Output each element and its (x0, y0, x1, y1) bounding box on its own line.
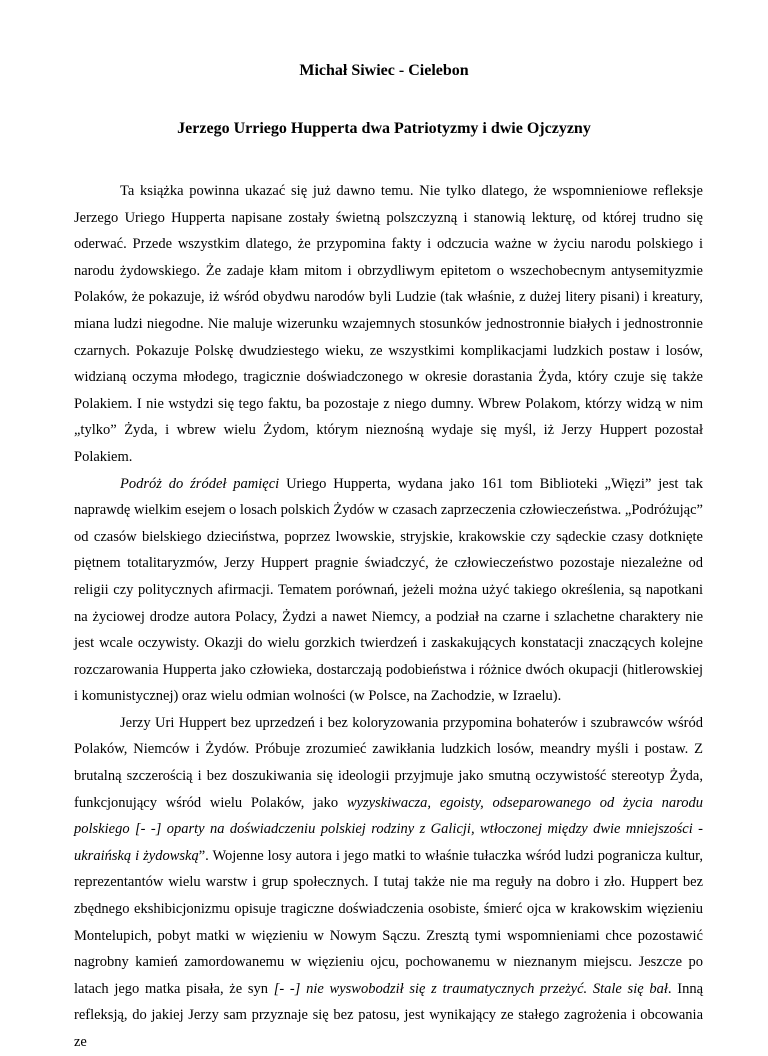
book-title-italic: Podróż do źródeł pamięci (120, 475, 280, 492)
paragraph-3-text-a: Jerzy Uri Huppert bez uprzedzeń i bez koloryzowania przypomina bohaterów i szubrawców wśród Polaków, Niemców i Żydów. Próbuje zrozumieć zawikłania ludzkich losów, meandry myśli i postaw. Z brutalną szczerością i bez doszukiwania się ideologii przyjmuje jako smutną oczywistość stereotyp Żyda, funkcjonujący wśród wielu Polaków, jako (74, 714, 703, 811)
paragraph-3-text-b: ”. Wojenne losy autora i jego matki to właśnie tułaczka wśród ludzi pogranicza kultur, reprezentantów wielu warstw i grup społecznych. I tutaj także nie ma reguły na dobro i zło. Huppert bez zbędnego ekshibicjonizmu opisuje tragiczne doświadczenia osobiste, śmierć ojca w krakowskim więzieniu Montelupich, pobyt matki w więzieniu w Nowym Sączu. Zresztą tymi wspomnieniami chce pozostawić nagrobny kamień zamordowanemu w więzieniu ojcu, pochowanemu w nieznanym miejscu. Jeszcze po latach jego matka pisała, że syn (74, 847, 704, 997)
document-body (74, 178, 703, 1056)
paragraph-2-text: Uriego Hupperta, wydana jako 161 tom Biblioteki „Więzi” jest tak naprawdę wielkim esejem o losach polskich Żydów w czasach zaprzeczenia człowieczeństwa. „Podróżując” od czasów bielskiego dzieciństwa, poprzez lwowskie, stryjskie, krakowskie czy sądeckie czasy dotknięte piętnem totalitaryzmów, Jerzy Huppert pragnie świadczyć, że człowieczeństwo pozostaje niezależne od religii czy politycznych afirmacji. Tematem porównań, jeżeli można użyć takiego określenia, są napotkani na życiowej drodze autora Polacy, Żydzi a nawet Niemcy, a podział na czarne i szlachetne charaktery nie jest wcale oczywisty. Okazji do wielu gorzkich twierdzeń i zaskakujących konstatacji znaczących kolejne rozczarowania Hupperta jako człowieka, dostarczają podobieństwa i różnice dwóch okupacji (hitlerowskiej i komunistycznej) oraz wielu odmian wolności (w Polsce, na Zachodzie, w Izraelu). (74, 475, 703, 705)
author-heading: Michał Siwiec - Cielebon (299, 62, 469, 79)
paragraph-3 (74, 710, 703, 1056)
paragraph-1-text: Ta książka powinna ukazać się już dawno temu. Nie tylko dlatego, że wspomnieniowe refleksje Jerzego Uriego Hupperta napisane zostały świetną polszczyzną i stanowią lekturę, od której trudno się oderwać. Przede wszystkim dlatego, że przypomina fakty i odczucia ważne w życiu narodu polskiego i narodu żydowskiego. Że zadaje kłam mitom i obrzydliwym epitetom o wszechobecnym antysemityzmie Polaków, że pokazuje, iż wśród obydwu narodów byli Ludzie (tak właśnie, z dużej litery pisani) i kreatury, miana ludzi niegodne. Nie maluje wizerunku wzajemnych stosunków jednostronnie białych i jednostronnie czarnych. Pokazuje Polskę dwudziestego wieku, ze wszystkimi komplikacjami ludzkich postaw i losów, widzianą oczyma młodego, tragicznie doświadczonego w okresie dorastania Żyda, który czuje się także Polakiem. I nie wstydzi się tego faktu, ba pozostaje z niego dumny. Wbrew Polakom, którzy widzą w nim „tylko” Żyda, i wbrew wielu Żydom, którym nieznośną wydaje się myśl, iż Jerzy Huppert pozostał Polakiem. (74, 183, 703, 465)
quote-italic-b: [- -] nie wyswobodził się z traumatycznych przeżyć. Stale się bał (273, 980, 668, 997)
paragraph-3-text-c: . Inną refleksją, do jakiej Jerzy sam przyznaje się bez patosu, jest wynikający ze stałego zagrożenia i obcowania ze (74, 980, 704, 1050)
paragraph-2 (74, 471, 703, 710)
quote-italic-a: wyzyskiwacza, egoisty, odseparowanego od życia narodu polskiego [- -] oparty na doświadczeniu polskiej rodziny z Galicji, wtłoczonej między dwie mniejszości - ukraińską i żydowską (74, 794, 703, 864)
document-title: Jerzego Urriego Hupperta dwa Patriotyzmy i dwie Ojczyzny (177, 120, 591, 137)
paragraph-1 (74, 178, 703, 471)
